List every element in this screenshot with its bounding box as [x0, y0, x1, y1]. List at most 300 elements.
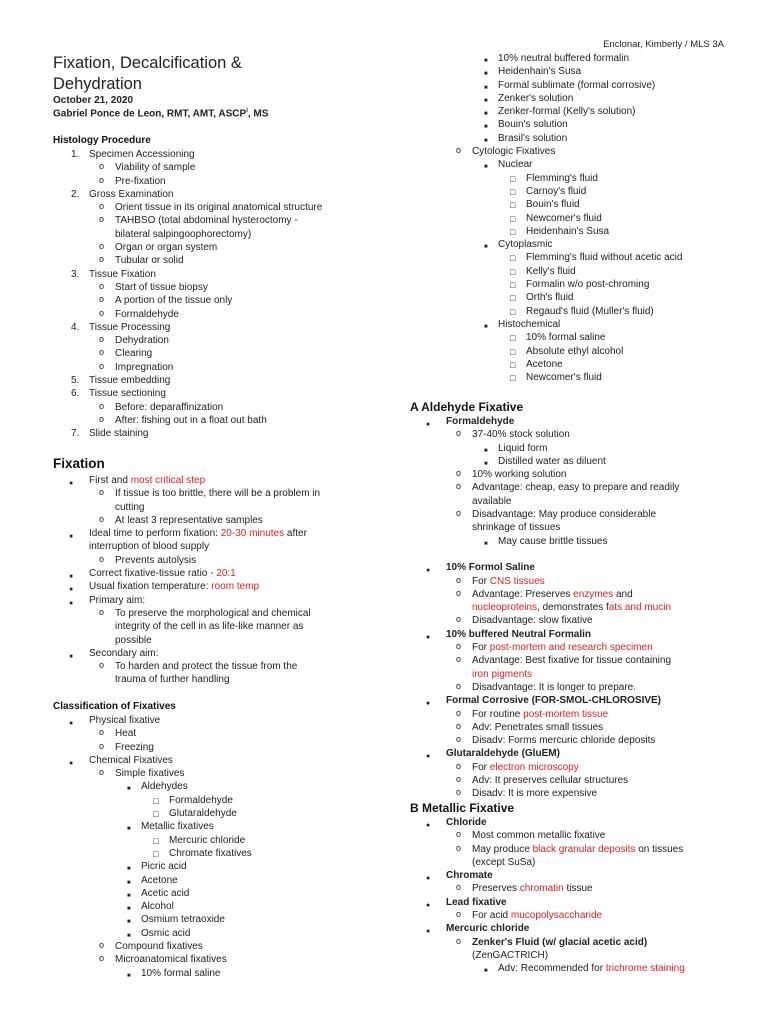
list-item: [53, 175, 373, 188]
title-line-2: Dehydration: [53, 75, 142, 93]
list-item-text: Absolute ethyl alcohol: [526, 345, 624, 357]
bullet-icon: 4.: [71, 321, 80, 333]
list-item-text: Regaud's fluid (Muller's fluid): [526, 305, 654, 317]
bullet-icon: o: [99, 161, 105, 172]
list-item: [410, 442, 740, 455]
bullet-icon: ■: [484, 58, 488, 64]
list-item-text: Orient tissue in its original anatomical structure: [115, 202, 323, 214]
bullet-icon: ■: [484, 460, 488, 467]
bullet-icon: o: [456, 641, 462, 652]
list-item: [410, 747, 740, 760]
list-item: [410, 521, 740, 534]
list-item-text: nucleoproteins, demonstrates fats and mucin: [472, 602, 672, 614]
list-item-text: Prevents autolysis: [115, 554, 197, 566]
bullet-icon: ●: [426, 822, 431, 829]
bullet-icon: □: [510, 253, 516, 264]
list-item: [410, 345, 740, 358]
bullet-icon: □: [510, 213, 516, 224]
list-item: [410, 856, 740, 869]
bullet-icon: ■: [484, 111, 488, 118]
list-item: [410, 614, 740, 627]
author-class-header: Enclonar, Kimberly / MLS 3A: [603, 39, 724, 50]
list-item-text: Bouin's solution: [498, 119, 568, 131]
list-item: [53, 874, 373, 887]
list-item-text: For electron microscopy: [472, 761, 579, 773]
list-item-text: (ZenGACTRICH): [472, 949, 549, 961]
list-item-text: Acetic acid: [141, 887, 190, 899]
list-item: [53, 214, 373, 227]
list-item-text: Adv: Recommended for trichrome staining: [498, 963, 685, 975]
list-item-text: May produce black granular deposits on tissues: [472, 843, 684, 855]
list-item-text: Formalin w/o post-chroming: [526, 279, 650, 291]
list-item: [53, 673, 373, 686]
list-item: [410, 251, 740, 264]
bullet-icon: □: [510, 200, 516, 211]
list-item-text: Formaldehyde: [169, 794, 233, 806]
bullet-icon: o: [456, 428, 462, 439]
list-item-text: Before: deparaffinization: [115, 401, 224, 413]
list-item: [410, 105, 740, 118]
list-item-text: Bouin's fluid: [526, 199, 580, 211]
list-item: [53, 607, 373, 620]
list-item: [53, 834, 373, 847]
list-item: [410, 358, 740, 371]
bullet-icon: o: [99, 953, 105, 964]
fixatives-continued-list: [410, 52, 740, 384]
list-item-text: For routine post-mortem tissue: [472, 708, 609, 720]
list-item-text: Disadvantage: slow fixative: [472, 615, 593, 627]
bullet-icon: ●: [426, 875, 431, 883]
list-item: [410, 535, 740, 548]
bullet-icon: o: [456, 707, 462, 718]
list-item: [53, 254, 373, 267]
list-item: [410, 962, 740, 975]
list-item: [53, 913, 373, 926]
list-item-text: Secondary aim:: [89, 647, 159, 659]
list-item: [410, 681, 740, 694]
list-item-text: Heidenhain's Susa: [526, 225, 610, 237]
list-item: [410, 481, 740, 494]
list-item: [410, 829, 740, 842]
list-item-text: Specimen Accessioning: [89, 149, 195, 160]
bullet-icon: o: [99, 767, 105, 778]
list-item-text: Cytologic Fixatives: [472, 146, 556, 158]
bullet-icon: o: [99, 347, 105, 358]
list-item: [53, 281, 373, 294]
list-item: [410, 225, 740, 238]
list-item-text: For CNS tissues: [472, 575, 545, 587]
list-item-text: Dehydration: [115, 335, 169, 347]
list-item-text: 10% buffered Neutral Formalin: [446, 628, 592, 640]
bullet-icon: o: [456, 734, 462, 745]
list-item: [410, 118, 740, 131]
list-item: [53, 188, 373, 201]
list-item: [410, 331, 740, 344]
bullet-icon: ●: [426, 633, 431, 641]
list-item: [410, 371, 740, 384]
bullet-icon: □: [153, 809, 159, 820]
bullet-icon: ●: [426, 567, 431, 575]
bullet-icon: ■: [127, 906, 131, 913]
bullet-icon: ■: [127, 932, 131, 939]
list-item: [410, 198, 740, 211]
list-item-text: cutting: [115, 501, 145, 513]
bullet-icon: ■: [484, 540, 488, 547]
list-item: [410, 882, 740, 895]
bullet-icon: ●: [69, 480, 74, 487]
bullet-icon: o: [99, 553, 105, 564]
list-item-text: For acid mucopolysaccharide: [472, 910, 603, 922]
list-item-text: Chromate fixatives: [169, 847, 252, 859]
list-item-text: For post-mortem and research specimen: [472, 642, 653, 654]
bullet-icon: o: [456, 720, 462, 731]
list-item-text: To harden and protect the tissue from the: [115, 661, 298, 673]
bullet-icon: □: [510, 306, 516, 317]
list-item-text: Alcohol: [141, 901, 174, 913]
list-item: [410, 654, 740, 667]
list-item-text: bilateral salpingoophorectomy): [115, 228, 252, 240]
bullet-icon: o: [99, 174, 105, 185]
list-item-text: Newcomer's fluid: [526, 212, 602, 224]
bullet-icon: o: [456, 574, 462, 585]
list-item-text: Advantage: Best fixative for tissue containing: [472, 655, 672, 667]
list-item-text: 37-40% stock solution: [472, 429, 570, 441]
list-item-text: 10% Formol Saline: [446, 562, 535, 574]
bullet-icon: ■: [484, 137, 488, 144]
list-item: [410, 79, 740, 92]
bullet-icon: ●: [69, 573, 74, 581]
bullet-icon: ■: [127, 892, 131, 899]
list-item-text: Correct fixative-tissue ratio - 20:1: [89, 568, 236, 580]
bullet-icon: o: [456, 614, 462, 625]
list-item-text: [446, 549, 449, 560]
list-item: [53, 660, 373, 673]
list-item: [53, 527, 373, 540]
list-item: [410, 278, 740, 291]
bullet-icon: ■: [127, 879, 131, 886]
bullet-icon: □: [510, 186, 516, 197]
list-item: [53, 294, 373, 307]
bullet-icon: o: [99, 487, 105, 498]
bullet-icon: o: [99, 400, 105, 411]
list-item-text: Disadv: It is more expensive: [472, 788, 598, 800]
bullet-icon: □: [510, 346, 516, 357]
bullet-icon: o: [99, 334, 105, 345]
list-item-text: Cytoplasmic: [498, 239, 553, 251]
list-item-text: Mercuric chloride: [169, 834, 246, 846]
list-item-text: Usual fixation temperature: room temp: [89, 581, 260, 593]
list-item: [53, 580, 373, 593]
list-item: [53, 847, 373, 860]
bullet-icon: □: [153, 795, 159, 806]
bullet-icon: o: [99, 940, 105, 951]
bullet-icon: ●: [426, 700, 431, 708]
bullet-icon: o: [456, 145, 462, 156]
bullet-icon: □: [510, 333, 516, 344]
list-item-text: 10% neutral buffered formalin: [498, 53, 630, 64]
list-item: [410, 774, 740, 787]
bullet-icon: ●: [69, 720, 74, 727]
bullet-icon: o: [456, 787, 462, 798]
list-item: [410, 734, 740, 747]
list-item: [53, 554, 373, 567]
list-item: [410, 909, 740, 922]
list-item-text: Chemical Fixatives: [89, 754, 173, 766]
list-item-text: A portion of the tissue only: [115, 295, 233, 307]
bullet-icon: 3.: [71, 268, 80, 280]
bullet-icon: ■: [484, 97, 488, 104]
list-item: [410, 52, 740, 65]
list-item: [410, 787, 740, 800]
list-item-text: Pre-fixation: [115, 175, 166, 187]
list-item-text: Advantage: Preserves enzymes and: [472, 588, 633, 600]
list-item-text: Osmium tetraoxide: [141, 914, 225, 926]
list-item: [410, 318, 740, 331]
list-item-text: Start of tissue biopsy: [115, 281, 208, 293]
list-item: [53, 927, 373, 940]
bullet-icon: □: [510, 373, 516, 384]
list-item: [410, 816, 740, 829]
list-item: [410, 508, 740, 521]
bullet-icon: o: [456, 909, 462, 920]
list-item: [410, 455, 740, 468]
list-item: [53, 860, 373, 873]
list-item-text: Newcomer's fluid: [526, 372, 602, 384]
list-item: [410, 172, 740, 185]
list-item: [53, 334, 373, 347]
list-item-text: Ideal time to perform fixation: 20-30 minutes after: [89, 528, 307, 540]
list-item: [410, 694, 740, 707]
bullet-icon: o: [456, 829, 462, 840]
list-item: [410, 922, 740, 935]
bullet-icon: o: [456, 468, 462, 479]
bullet-icon: o: [99, 254, 105, 265]
list-item: [53, 794, 373, 807]
list-item-text: May cause brittle tissues: [498, 535, 608, 547]
title-line-1: Fixation, Decalcification &: [53, 54, 242, 72]
list-item-text: 10% formal saline: [526, 332, 606, 344]
list-item-text: Kelly's fluid: [526, 265, 576, 277]
bullet-icon: o: [456, 842, 462, 853]
list-item-text: Adv: Penetrates small tissues: [472, 721, 604, 733]
document-title: [53, 53, 353, 95]
list-item: [410, 415, 740, 428]
list-item: [53, 780, 373, 793]
list-item-text: Chloride: [446, 817, 487, 828]
list-item: [53, 940, 373, 953]
bullet-icon: ●: [69, 652, 74, 660]
list-item: [53, 487, 373, 500]
list-item-text: Flemming's fluid without acetic acid: [526, 252, 683, 264]
list-item: [53, 741, 373, 754]
list-item: [53, 634, 373, 647]
bullet-icon: 5.: [71, 375, 80, 387]
bullet-icon: o: [99, 307, 105, 318]
list-item-text: Flemming's fluid: [526, 172, 598, 184]
list-item-text: Primary aim:: [89, 594, 146, 606]
list-item-text: At least 3 representative samples: [115, 514, 263, 526]
list-item-text: Zenker's solution: [498, 92, 574, 104]
bullet-icon: ●: [69, 759, 74, 767]
list-item: [53, 427, 373, 440]
list-item-text: Zenker's Fluid (w/ glacial acetic acid): [472, 936, 648, 948]
list-item: [410, 158, 740, 171]
list-item: [410, 548, 740, 561]
bullet-icon: □: [510, 173, 516, 184]
list-item: [410, 561, 740, 574]
bullet-icon: o: [456, 481, 462, 492]
list-item-text: Lead fixative: [446, 896, 507, 908]
list-item-text: Nuclear: [498, 159, 533, 171]
histology-procedure-list: [53, 148, 373, 441]
list-item: [53, 594, 373, 607]
list-item: [410, 588, 740, 601]
bullet-icon: o: [456, 935, 462, 946]
list-item-text: Acetone: [526, 358, 563, 370]
fixation-list: [53, 474, 373, 687]
bullet-icon: o: [99, 606, 105, 617]
list-item: [53, 161, 373, 174]
list-item-text: Aldehydes: [141, 781, 188, 793]
list-item-text: Tubular or solid: [115, 255, 184, 267]
list-item-text: Compound fixatives: [115, 941, 203, 953]
fixation-heading: Fixation: [53, 456, 105, 471]
list-item-text: Metallic fixatives: [141, 821, 214, 833]
list-item-text: First and most critical step: [89, 475, 206, 486]
bullet-icon: ●: [69, 533, 74, 541]
bullet-icon: ■: [484, 968, 488, 975]
list-item-text: Distilled water as diluent: [498, 455, 606, 467]
bullet-icon: □: [510, 266, 516, 277]
bullet-icon: o: [99, 360, 105, 371]
list-item: [53, 321, 373, 334]
list-item: [53, 727, 373, 740]
list-item-text: Heat: [115, 728, 137, 740]
bullet-icon: ■: [484, 244, 488, 251]
list-item-text: Impregnation: [115, 361, 174, 373]
bullet-icon: o: [99, 740, 105, 751]
list-item-text: Disadvantage: May produce considerable: [472, 509, 656, 521]
list-item-text: To preserve the morphological and chemical: [115, 607, 311, 619]
bullet-icon: ■: [127, 826, 131, 833]
bullet-icon: o: [99, 241, 105, 252]
bullet-icon: ■: [484, 447, 488, 454]
bullet-icon: ■: [484, 124, 488, 131]
list-item-text: Glutaraldehyde: [169, 808, 237, 820]
list-item-text: Formaldehyde: [115, 308, 179, 320]
bullet-icon: ■: [127, 866, 131, 873]
list-item: [53, 900, 373, 913]
list-item: [53, 228, 373, 241]
aldehyde-fixative-heading: A Aldehyde Fixative: [410, 400, 524, 414]
lecturer-name: Gabriel Ponce de Leon, RMT, AMT, ASCP$^i$, MS: [53, 108, 269, 120]
bullet-icon: o: [99, 413, 105, 424]
bullet-icon: ■: [484, 71, 488, 78]
list-item-text: Tissue sectioning: [89, 388, 166, 400]
list-item-text: Osmic acid: [141, 927, 191, 939]
list-item: [410, 468, 740, 481]
list-item: [410, 869, 740, 882]
list-item: [53, 820, 373, 833]
bullet-icon: o: [456, 882, 462, 893]
list-item: [53, 807, 373, 820]
list-item-text: Most common metallic fixative: [472, 830, 606, 842]
list-item: [53, 308, 373, 321]
aldehyde-fixative-list: [410, 415, 740, 801]
bullet-icon: o: [99, 214, 105, 225]
list-item: [53, 714, 373, 727]
bullet-icon: □: [510, 293, 516, 304]
list-item: [53, 401, 373, 414]
list-item: [410, 843, 740, 856]
list-item: [410, 291, 740, 304]
list-item: [53, 474, 373, 487]
bullet-icon: ■: [484, 84, 488, 91]
list-item-text: trauma of further handling: [115, 674, 230, 686]
bullet-icon: o: [456, 587, 462, 598]
bullet-icon: o: [99, 280, 105, 291]
list-item: [410, 495, 740, 508]
list-item: [410, 936, 740, 949]
bullet-icon: o: [456, 760, 462, 771]
bullet-icon: ■: [127, 786, 131, 793]
list-item-text: Adv: It preserves cellular structures: [472, 775, 629, 787]
bullet-icon: ●: [426, 928, 431, 936]
list-item: [410, 628, 740, 641]
list-item-text: available: [472, 495, 512, 507]
list-item-text: Clearing: [115, 348, 153, 360]
bullet-icon: o: [99, 660, 105, 671]
list-item: [410, 641, 740, 654]
list-item-text: 10% working solution: [472, 469, 567, 481]
list-item: [53, 620, 373, 633]
list-item-text: Picric acid: [141, 861, 187, 873]
list-item-text: Mercuric chloride: [446, 923, 530, 935]
list-item: [53, 361, 373, 374]
bullet-icon: ●: [69, 586, 74, 594]
list-item: [410, 145, 740, 158]
list-item: [410, 265, 740, 278]
list-item: [53, 647, 373, 660]
list-item-text: If tissue is too brittle, there will be a problem in: [115, 488, 321, 500]
list-item: [410, 575, 740, 588]
list-item: [410, 896, 740, 909]
list-item-text: iron pigments: [472, 668, 533, 680]
list-item: [53, 953, 373, 966]
list-item: [53, 387, 373, 400]
bullet-icon: o: [456, 774, 462, 785]
list-item-text: Brasil's solution: [498, 132, 568, 144]
list-item: [53, 501, 373, 514]
list-item-text: possible: [115, 634, 152, 646]
bullet-icon: □: [510, 359, 516, 370]
list-item: [410, 92, 740, 105]
list-item: [410, 238, 740, 251]
list-item-text: Physical fixative: [89, 715, 161, 726]
list-item-text: 10% formal saline: [141, 967, 221, 979]
bullet-icon: ●: [69, 599, 74, 607]
bullet-icon: 2.: [71, 188, 80, 200]
list-item: [53, 347, 373, 360]
list-item: [410, 212, 740, 225]
classification-list: [53, 714, 373, 980]
list-item: [410, 132, 740, 145]
list-item: [53, 148, 373, 161]
list-item-text: Formaldehyde: [446, 416, 515, 427]
list-item: [410, 721, 740, 734]
list-item: [410, 428, 740, 441]
bullet-icon: ●: [426, 421, 431, 428]
